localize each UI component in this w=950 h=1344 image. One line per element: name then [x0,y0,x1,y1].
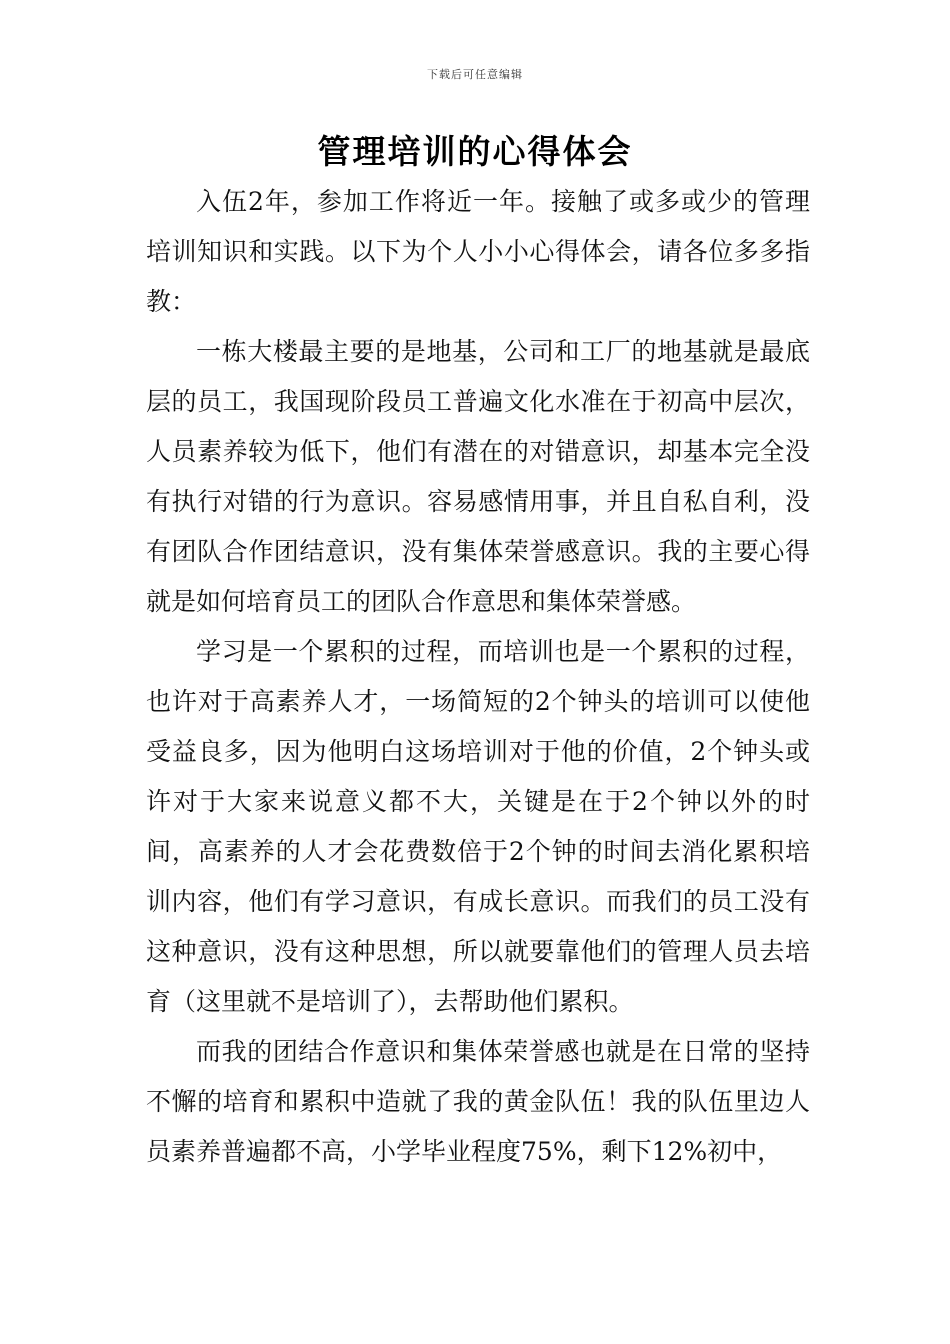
paragraph-learning: 学习是一个累积的过程，而培训也是一个累积的过程，也许对于高素养人才，一场简短的2个钟头的培训可以使他受益良多，因为他明白这场培训对于他的价值，2个钟头或许对于大家来说意义都不大，关键是在于2个钟以外的时间，高素养的人才会花费数倍于2个钟的时间去消化累积培训内容，他们有学习意识，有成长意识。而我们的员工没有这种意识，没有这种思想，所以就要靠他们的管理人员去培育（这里就不是培训了），去帮助他们累积。 [146,637,810,1016]
document-body [146,177,810,1177]
paragraph-team: 而我的团结合作意识和集体荣誉感也就是在日常的坚持不懈的培育和累积中造就了我的黄金队伍！我的队伍里边人员素养普遍都不高，小学毕业程度75%，剩下12%初中， [146,1037,810,1166]
paragraph-intro: 入伍2年，参加工作将近一年。接触了或多或少的管理培训知识和实践。以下为个人小小心得体会，请各位多多指教： [146,187,810,316]
header-note: 下载后可任意编辑 [427,68,523,81]
paragraph-foundation: 一栋大楼最主要的是地基，公司和工厂的地基就是最底层的员工，我国现阶段员工普遍文化水准在于初高中层次，人员素养较为低下，他们有潜在的对错意识，却基本完全没有执行对错的行为意识。容易感情用事，并且自私自利，没有团队合作团结意识，没有集体荣誉感意识。我的主要心得就是如何培育员工的团队合作意思和集体荣誉感。 [146,337,810,616]
document-title: 管理培训的心得体会 [317,132,633,171]
